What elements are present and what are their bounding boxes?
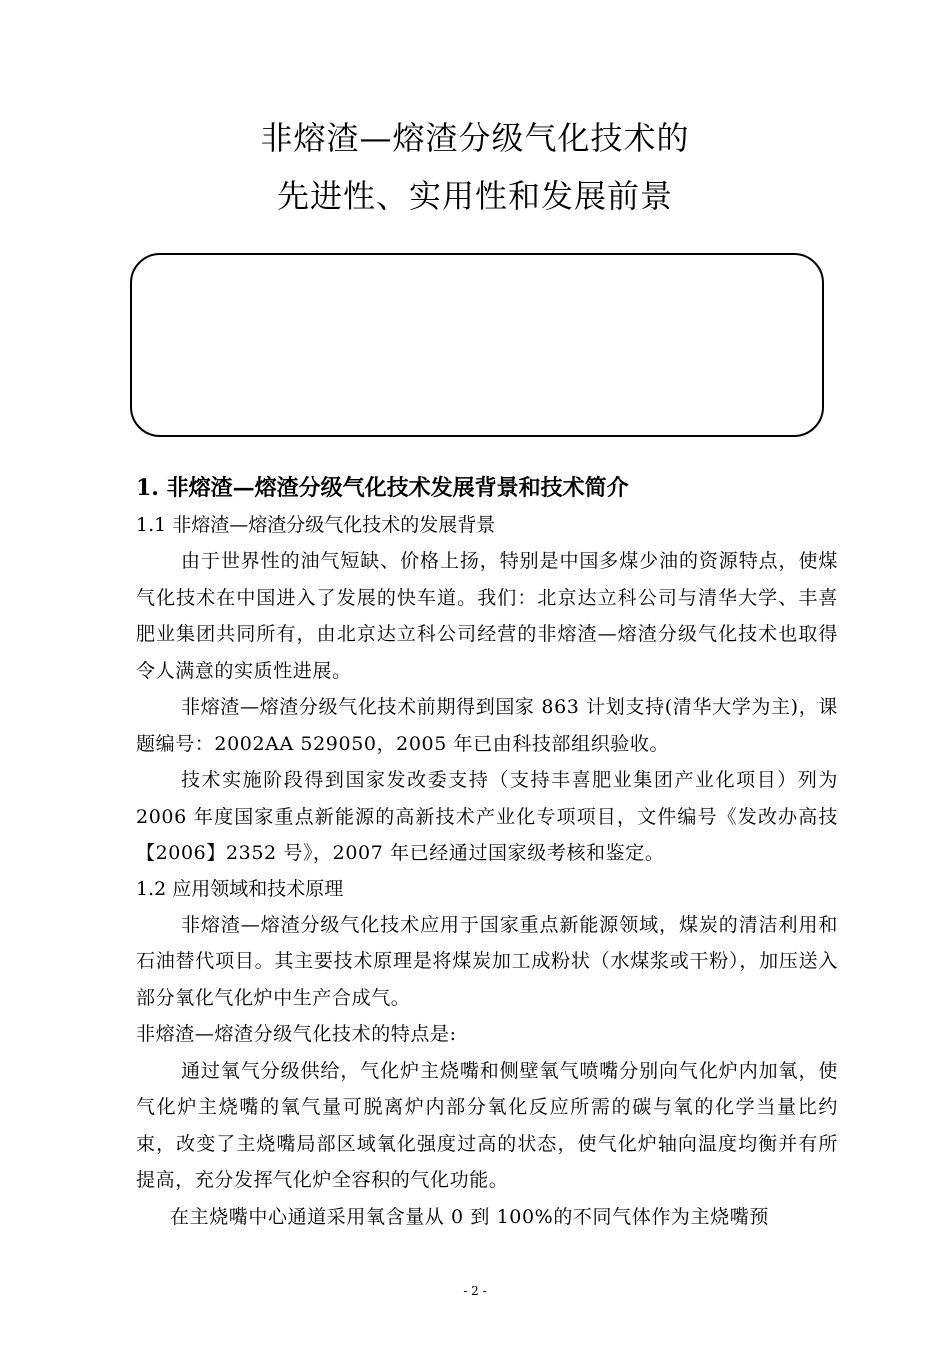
paragraph-main-burner: 在主烧嘴中心通道采用氧含量从 0 到 100%的不同气体作为主烧嘴预: [170, 1205, 769, 1228]
document-title-line-2: 先进性、实用性和发展前景: [276, 177, 673, 215]
paragraph-features-intro: 非熔渣—熔渣分级气化技术的特点是:: [136, 1023, 457, 1045]
page-number: - 2 -: [463, 1284, 487, 1298]
paragraph-ndrc-support: 技术实施阶段得到国家发改委支持（支持丰喜肥业集团产业化项目）列为 2006 年度国家重点新能源的高新技术产业化专项项目，文件编号《发改办高技【2006】2352 号》，2007 年已经通过国家级考核和鉴定。: [136, 769, 838, 864]
paragraph-application: 非熔渣—熔渣分级气化技术应用于国家重点新能源领域，煤炭的清洁利用和石油替代项目。其主要技术原理是将煤炭加工成粉状（水煤浆或干粉），加压送入部分氧化气化炉中生产合成气。: [136, 913, 838, 1009]
section-heading-1: 1. 非熔渣—熔渣分级气化技术发展背景和技术简介: [136, 475, 629, 501]
subsection-heading-1-2: 1.2 应用领域和技术原理: [136, 877, 344, 900]
subsection-heading-1-1: 1.1 非熔渣—熔渣分级气化技术的发展背景: [136, 514, 496, 536]
paragraph-background: 由于世界性的油气短缺、价格上扬，特别是中国多煤少油的资源特点，使煤气化技术在中国进入了发展的快车道。我们：北京达立科公司与清华大学、丰喜肥业集团共同所有，由北京达立科公司经营的非熔渣—熔渣分级气化技术也取得令人满意的实质性进展。: [136, 550, 838, 682]
document-title-line-1: 非熔渣—熔渣分级气化技术的: [260, 119, 690, 157]
paragraph-oxygen-staging: 通过氧气分级供给，气化炉主烧嘴和侧壁氧气喷嘴分别向气化炉内加氧，使气化炉主烧嘴的氧气量可脱离炉内部分氧化反应所需的碳与氧的化学当量比约束，改变了主烧嘴局部区域氧化强度过高的状态，使气化炉轴向温度均衡并有所提高，充分发挥气化炉全容积的气化功能。: [136, 1059, 838, 1191]
paragraph-863-support: 非熔渣—熔渣分级气化技术前期得到国家 863 计划支持(清华大学为主)，课题编号：2002AA 529050，2005 年已由科技部组织验收。: [136, 696, 838, 755]
document-body: [136, 470, 838, 1235]
abstract-box: [130, 253, 824, 437]
